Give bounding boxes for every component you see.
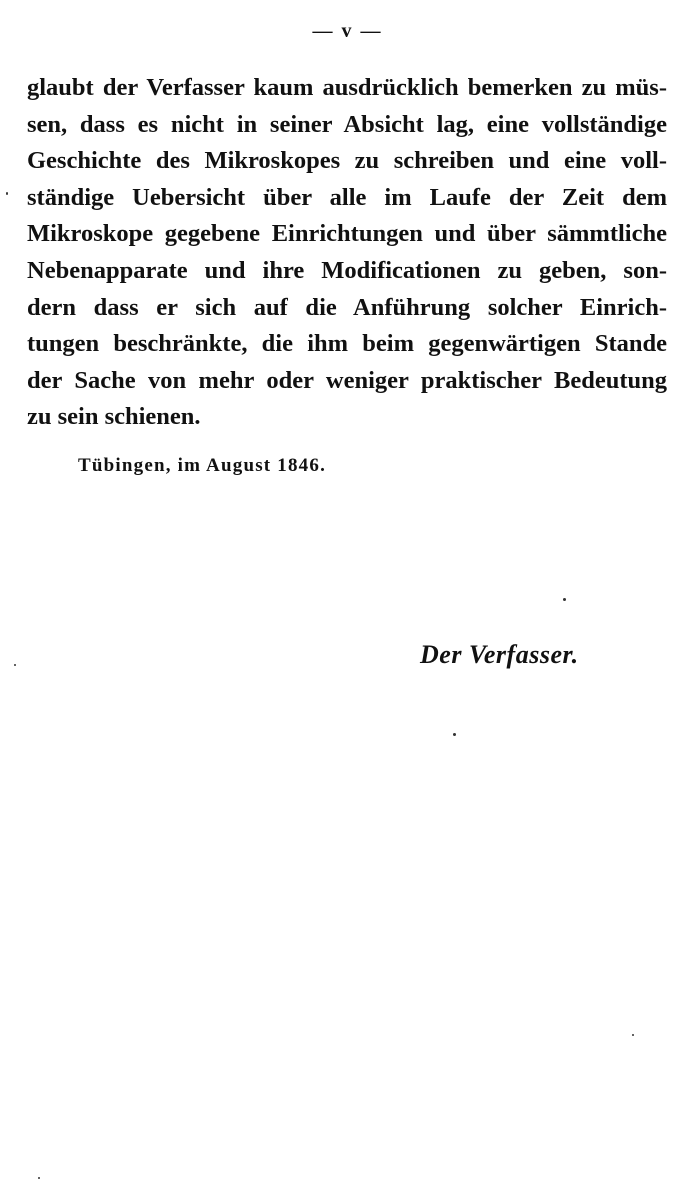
text-line-last: zu sein schienen. — [27, 403, 201, 431]
text-line: ständige Uebersicht über alle im Laufe der Zeit dem — [27, 183, 667, 211]
text-line: der Sache von mehr oder weniger praktischer Bedeutung — [27, 366, 667, 394]
paper-speck — [453, 733, 456, 736]
text-line: Geschichte des Mikroskopes zu schreiben und eine voll- — [27, 147, 667, 175]
text-line: glaubt der Verfasser kaum ausdrücklich bemerken zu müs- — [27, 74, 667, 101]
paper-speck — [14, 664, 16, 666]
text-line: tungen beschränkte, die ihm beim gegenwärtigen Stande — [27, 330, 667, 358]
text-line: Mikroskope gegebene Einrichtungen und über sämmtliche — [27, 220, 667, 248]
paper-speck — [6, 192, 8, 195]
preface-paragraph — [27, 70, 667, 436]
place-date-line: Tübingen, im August 1846. — [78, 455, 327, 476]
text-line: sen, dass es nicht in seiner Absicht lag, eine vollständige — [27, 110, 667, 138]
paper-speck — [632, 1034, 634, 1036]
page-number-header: — v — — [312, 20, 383, 42]
paper-speck — [38, 1177, 40, 1179]
text-line: dern dass er sich auf die Anführung solcher Einrich- — [27, 293, 667, 321]
text-line: Nebenapparate und ihre Modificationen zu geben, son- — [27, 256, 667, 284]
paper-speck — [563, 598, 566, 601]
author-signature: Der Verfasser. — [420, 640, 579, 669]
